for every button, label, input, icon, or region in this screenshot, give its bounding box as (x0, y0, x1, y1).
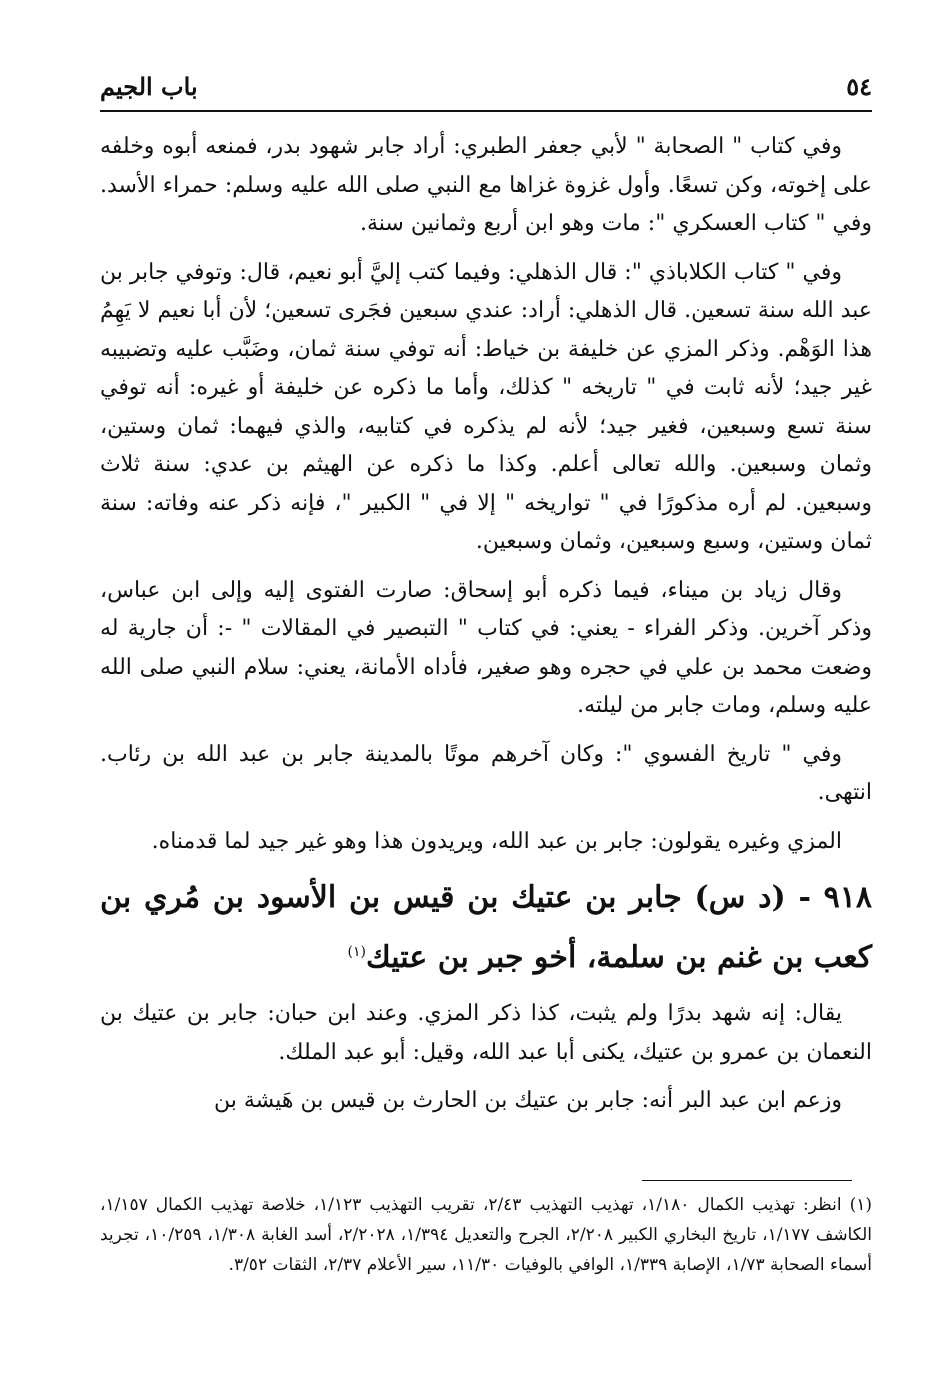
footnote-divider (642, 1180, 852, 1181)
paragraph: المزي وغيره يقولون: جابر بن عبد الله، ويريدون هذا وهو غير جيد لما قدمناه. (151, 828, 842, 854)
entry-heading-text: ٩١٨ - (د س) جابر بن عتيك بن قيس بن الأسود بن مُري بن كعب بن غنم بن سلمة، أخو جبر بن عتيك (100, 880, 872, 975)
entry-paragraph: يقال: إنه شهد بدرًا ولم يثبت، كذا ذكر المزي. وعند ابن حبان: جابر بن عتيك بن النعمان بن عمرو بن عتيك، يكنى أبا عبد الله، وقيل: أبو عبد الملك. (100, 1001, 872, 1065)
paragraph: وفي كتاب " الصحابة " لأبي جعفر الطبري: أراد جابر شهود بدر، فمنعه أبوه وخلفه على إخوته، وكن تسعًا. وأول غزوة غزاها مع النبي صلى الله عليه وسلم: حمراء الأسد. وفي " كتاب العسكري ": مات وهو ابن أربع وثمانين سنة. (100, 134, 872, 236)
paragraph: وقال زياد بن ميناء، فيما ذكره أبو إسحاق: صارت الفتوى إليه وإلى ابن عباس، وذكر آخرين. وذكر الفراء - يعني: في كتاب " التبصير في المقالات " -: أن جارية له وضعت محمد بن علي في حجره وهو صغير، فأداه الأمانة، يعني: سلام النبي صلى الله عليه وسلم، ومات جابر من ليلته. (100, 577, 872, 718)
main-text (100, 128, 872, 1131)
footnote: (١) انظر: تهذيب الكمال ١/١٨٠، تهذيب التهذيب ٢/٤٣، تقريب التهذيب ١/١٢٣، خلاصة تهذيب الكمال ١/١٥٧، الكاشف ١/١٧٧، تاريخ البخاري الكبير ٢/٢٠٨، الجرح والتعديل ١/٣٩٤، ٢/٢٠٢٨، أسد الغابة ١/٣٠٨، ١٠/٢٥٩، تجريد أسماء الصحابة ١/٧٣، الإصابة ١/٣٣٩، الوافي بالوفيات ١١/٣٠، سير الأعلام ٢/٣٧، الثقات ٣/٥٢. (100, 1195, 873, 1275)
chapter-title: باب الجيم (100, 72, 198, 101)
paragraph: وفي " كتاب الكلاباذي ": قال الذهلي: وفيما كتب إليَّ أبو نعيم، قال: وتوفي جابر بن عبد الله سنة تسعين. قال الذهلي: أراد: عندي سبعين فجَرى تسعين؛ لأن أبا نعيم لا يَهِمُ هذا الوَهْم. وذكر المزي عن خليفة بن خياط: أنه توفي سنة ثمان، وضَبَّب عليه وتضبيبه غير جيد؛ لأنه ثابت في " تاريخه " كذلك، وأما ما ذكره عن خليفة أو غيره: أنه توفي سنة تسع وسبعين، فغير جيد؛ لأنه لم يذكره في كتابيه، والذي فيهما: ثمان وستين، وثمان وسبعين. والله تعالى أعلم. وكذا ما ذكره عن الهيثم بن عدي: سنة ثلاث وسبعين. لم أره مذكورًا في " تواريخه " إلا في " الكبير "، فإنه ذكر عنه وفاته: سنة ثمان وستين، وسبع وسبعين، وثمان وسبعين. (100, 259, 872, 554)
entry-heading (100, 871, 872, 985)
paragraph: وفي " تاريخ الفسوي ": وكان آخرهم موتًا بالمدينة جابر بن عبد الله بن رئاب. انتهى. (100, 741, 872, 805)
footnotes (100, 1190, 872, 1280)
page-number: ٥٤ (846, 72, 872, 101)
entry-paragraph: وزعم ابن عبد البر أنه: جابر بن عتيك بن الحارث بن قيس بن هَيشة بن (213, 1088, 842, 1113)
footnote-reference: (١) (347, 944, 366, 960)
page-header (100, 72, 872, 112)
